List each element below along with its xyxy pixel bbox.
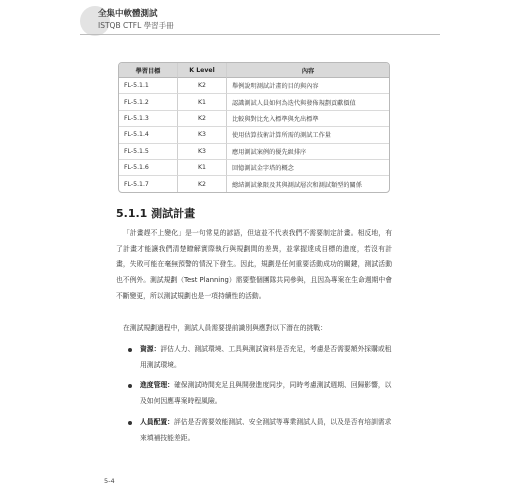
col-header-klevel: K Level xyxy=(178,63,227,78)
book-title: 全集中軟體測試 xyxy=(98,9,158,19)
objective-content: 回憶測試金字塔的概念 xyxy=(227,160,389,176)
k-level: K2 xyxy=(178,111,227,127)
objective-code: FL-5.1.5 xyxy=(119,144,178,160)
col-header-objective: 學習目標 xyxy=(119,63,178,78)
header-divider xyxy=(80,34,440,35)
learning-objectives-table xyxy=(118,62,390,193)
k-level: K3 xyxy=(178,144,227,160)
table-row xyxy=(119,94,389,110)
list-item xyxy=(116,415,392,446)
objective-code: FL-5.1.3 xyxy=(119,111,178,127)
table-row xyxy=(119,144,389,160)
objective-code: FL-5.1.6 xyxy=(119,160,178,176)
objective-content: 使用估算技術計算所需的測試工作量 xyxy=(227,127,389,143)
body-paragraph: 在測試規劃過程中，測試人員需要提前識別與應對以下潛在的挑戰： xyxy=(123,324,327,332)
objective-code: FL-5.1.4 xyxy=(119,127,178,143)
section-heading: 5.1.1 測試計畫 xyxy=(116,207,196,220)
list-item-text: 評估人力、測試環境、工具與測試資料是否充足，考慮是否需要額外採購或租用測試環境。 xyxy=(140,345,392,369)
bullet-icon xyxy=(128,421,132,425)
k-level: K1 xyxy=(178,160,227,176)
table-header-row xyxy=(119,63,389,78)
running-header xyxy=(98,8,174,31)
k-level: K2 xyxy=(178,176,227,191)
objective-code: FL-5.1.2 xyxy=(119,94,178,110)
objective-content: 認識測試人員如何為迭代與發佈規劃貢獻價值 xyxy=(227,94,389,110)
k-level: K1 xyxy=(178,94,227,110)
table-row xyxy=(119,111,389,127)
list-item-text: 確保測試時間充足且與開發進度同步，同時考慮測試週期、回歸影響，以及如何因應專案時程風險。 xyxy=(140,381,392,406)
book-subtitle: ISTQB CTFL 學習手冊 xyxy=(98,21,174,30)
list-item xyxy=(116,378,392,409)
k-level: K2 xyxy=(178,78,227,94)
k-level: K3 xyxy=(178,127,227,143)
objective-content: 應用測試案例的優先級排序 xyxy=(227,144,389,160)
table-row xyxy=(119,160,389,176)
list-item xyxy=(116,342,392,373)
challenges-list xyxy=(116,342,392,451)
list-item-text: 評估是否需要效能測試、安全測試等專業測試人員，以及是否有培訓需求來填補技能差距。 xyxy=(140,417,392,442)
table-row xyxy=(119,176,389,191)
table-row xyxy=(119,127,389,143)
list-item-label: 人員配置： xyxy=(140,417,174,426)
objective-content: 舉例說明測試計畫的目的與內容 xyxy=(227,78,389,94)
col-header-content: 內容 xyxy=(227,63,389,78)
list-item-label: 資源： xyxy=(140,345,161,353)
objective-content: 比較與對比允入標準與允出標準 xyxy=(227,111,389,127)
objective-content: 總結測試象限及其與測試層次和測試類型的關係 xyxy=(232,181,362,189)
bullet-icon xyxy=(128,348,132,352)
objective-code: FL-5.1.7 xyxy=(119,176,178,191)
bullet-icon xyxy=(128,384,132,388)
objective-code: FL-5.1.1 xyxy=(119,78,178,94)
list-item-label: 進度管理： xyxy=(140,381,174,390)
body-paragraph: 「計畫趕不上變化」是一句常見的諺語，但這並不代表我們不需要制定計畫。相反地，有了計畫才能讓我們清楚瞭解實際執行與規劃間的差異，並掌握達成目標的進度，若沒有計畫，失敗可能在毫無預警的情況下發生。因此，規劃是任何重要活動成功的關鍵，測試活動也不例外。測試規劃（Test Planning）需要整個團隊共同參與，且因為專案在生命週期中會不斷變更，所以測試規劃也是一項持續性的活動。 xyxy=(116,229,392,300)
table-row xyxy=(119,78,389,94)
page-number: 5-4 xyxy=(104,477,115,485)
